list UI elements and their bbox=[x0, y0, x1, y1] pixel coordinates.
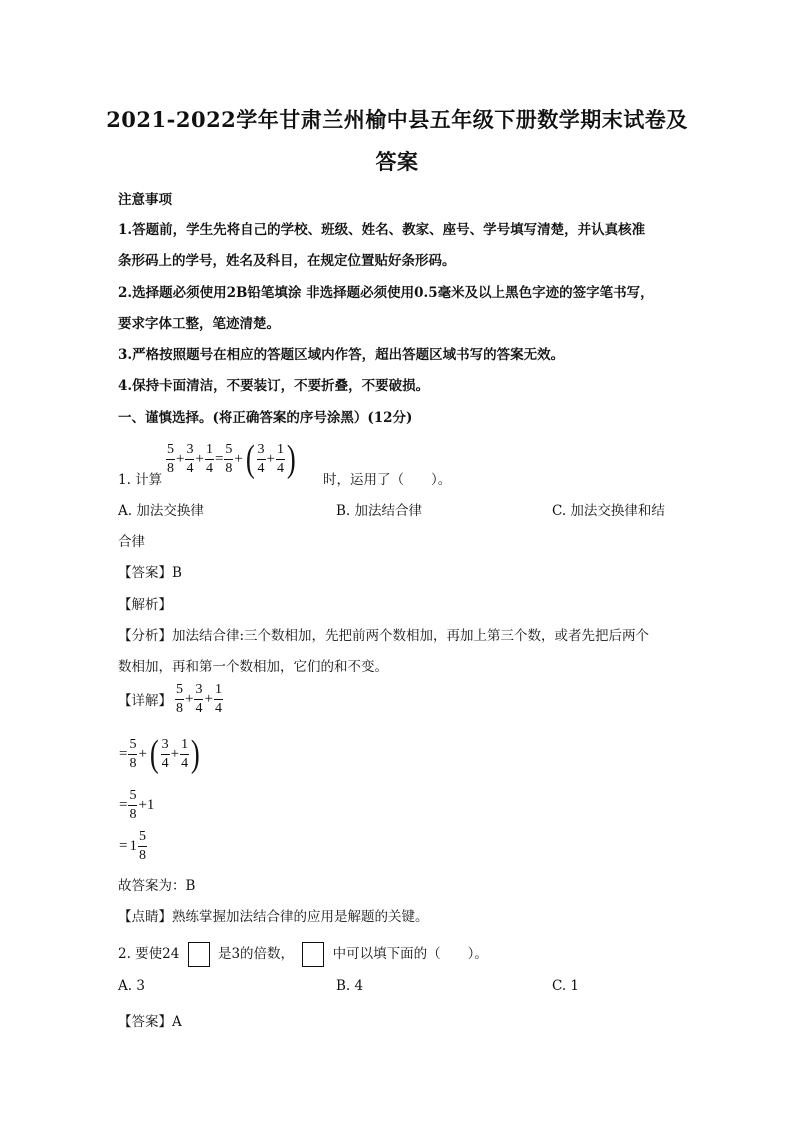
notice-item-1: 1.答题前，学生先将自己的学校、班级、姓名、教家、座号、学号填写清楚，并认真核准 bbox=[118, 222, 646, 238]
section-heading: 一、谨慎选择。(将正确答案的序号涂黑）(12分) bbox=[118, 410, 413, 426]
question-1-prefix: 1. 计算 bbox=[118, 472, 163, 488]
option-a: A. 3 bbox=[118, 978, 145, 994]
question-2-mid: 是3的倍数， bbox=[217, 946, 295, 962]
answer-blank-box bbox=[188, 942, 210, 967]
question-1-suffix: 时，运用了（ ）。 bbox=[323, 472, 452, 488]
answer: 【答案】A bbox=[118, 1014, 182, 1030]
option-a: A. 加法交换律 bbox=[118, 503, 204, 519]
detail-step-4: = 1 $\frac{5}{8}$ bbox=[119, 828, 146, 863]
detail-expression: $\frac{5}{8}$ + $\frac{3}{4}$ + $\frac{1}{4}$ bbox=[176, 681, 222, 716]
option-b: B. 4 bbox=[336, 978, 364, 994]
document-title-cont: 答案 bbox=[375, 149, 419, 174]
fraction: $\frac{1}{4}$ bbox=[277, 441, 284, 476]
question-2-prefix: 2. 要使24 bbox=[118, 946, 180, 962]
fraction: $\frac{5}{8}$ bbox=[167, 441, 174, 476]
option-c: C. 加法交换律和结 bbox=[552, 503, 665, 519]
answer: 【答案】B bbox=[118, 565, 182, 581]
fraction: $\frac{5}{8}$ bbox=[225, 441, 233, 476]
analysis-label: 【解析】 bbox=[118, 597, 172, 613]
key-point: 【点睛】熟练掌握加法结合律的应用是解题的关键。 bbox=[118, 909, 429, 925]
analysis-text: 【分析】加法结合律:三个数相加，先把前两个数相加，再加上第三个数，或者先把后两个 bbox=[118, 628, 650, 644]
option-c: C. 1 bbox=[552, 978, 580, 994]
question-2 bbox=[118, 942, 488, 967]
detail-label: 【详解】 bbox=[118, 693, 172, 709]
conclusion: 故答案为：B bbox=[118, 878, 196, 894]
answer-blank-box bbox=[302, 942, 324, 967]
notice-item-3: 3.严格按照题号在相应的答题区域内作答，超出答题区域书写的答案无效。 bbox=[118, 347, 565, 363]
notice-item-1-cont: 条形码上的学号，姓名及科目，在规定位置贴好条形码。 bbox=[118, 253, 456, 269]
notice-item-2-cont: 要求字体工整，笔迹清楚。 bbox=[118, 316, 280, 332]
question-2-suffix: 中可以填下面的（ ）。 bbox=[332, 946, 488, 962]
option-c-cont: 合律 bbox=[118, 534, 145, 550]
detail-step-3: = $\frac{5}{8}$ +1 bbox=[119, 787, 155, 822]
analysis-text-cont: 数相加，再和第一个数相加，它们的和不变。 bbox=[118, 659, 388, 675]
document-title: 2021-2022学年甘肃兰州榆中县五年级下册数学期末试卷及 bbox=[106, 107, 688, 132]
notice-item-2: 2.选择题必须使用2B铅笔填涂 非选择题必须使用0.5毫米及以上黑色字迹的签字笔书写， bbox=[118, 285, 654, 301]
detail-step-2: = $\frac{5}{8}$ + ( $\frac{3}{4}$ + $\frac{1}{4}$ ) bbox=[119, 733, 200, 775]
notice-item-4: 4.保持卡面清洁，不要装订，不要折叠，不要破损。 bbox=[118, 378, 430, 394]
question-1-expression: $\frac{5}{8}$ + $\frac{3}{4}$ + $\frac{1}{4}$ = $\frac{5}{8}$ + ( $\frac{3}{4}$ + $\frac{1}{4}$ ) bbox=[167, 438, 296, 480]
fraction: $\frac{3}{4}$ bbox=[186, 441, 194, 476]
notice-heading: 注意事项 bbox=[118, 192, 172, 208]
fraction: $\frac{1}{4}$ bbox=[205, 441, 213, 476]
option-b: B. 加法结合律 bbox=[336, 503, 423, 519]
fraction: $\frac{3}{4}$ bbox=[257, 441, 265, 476]
